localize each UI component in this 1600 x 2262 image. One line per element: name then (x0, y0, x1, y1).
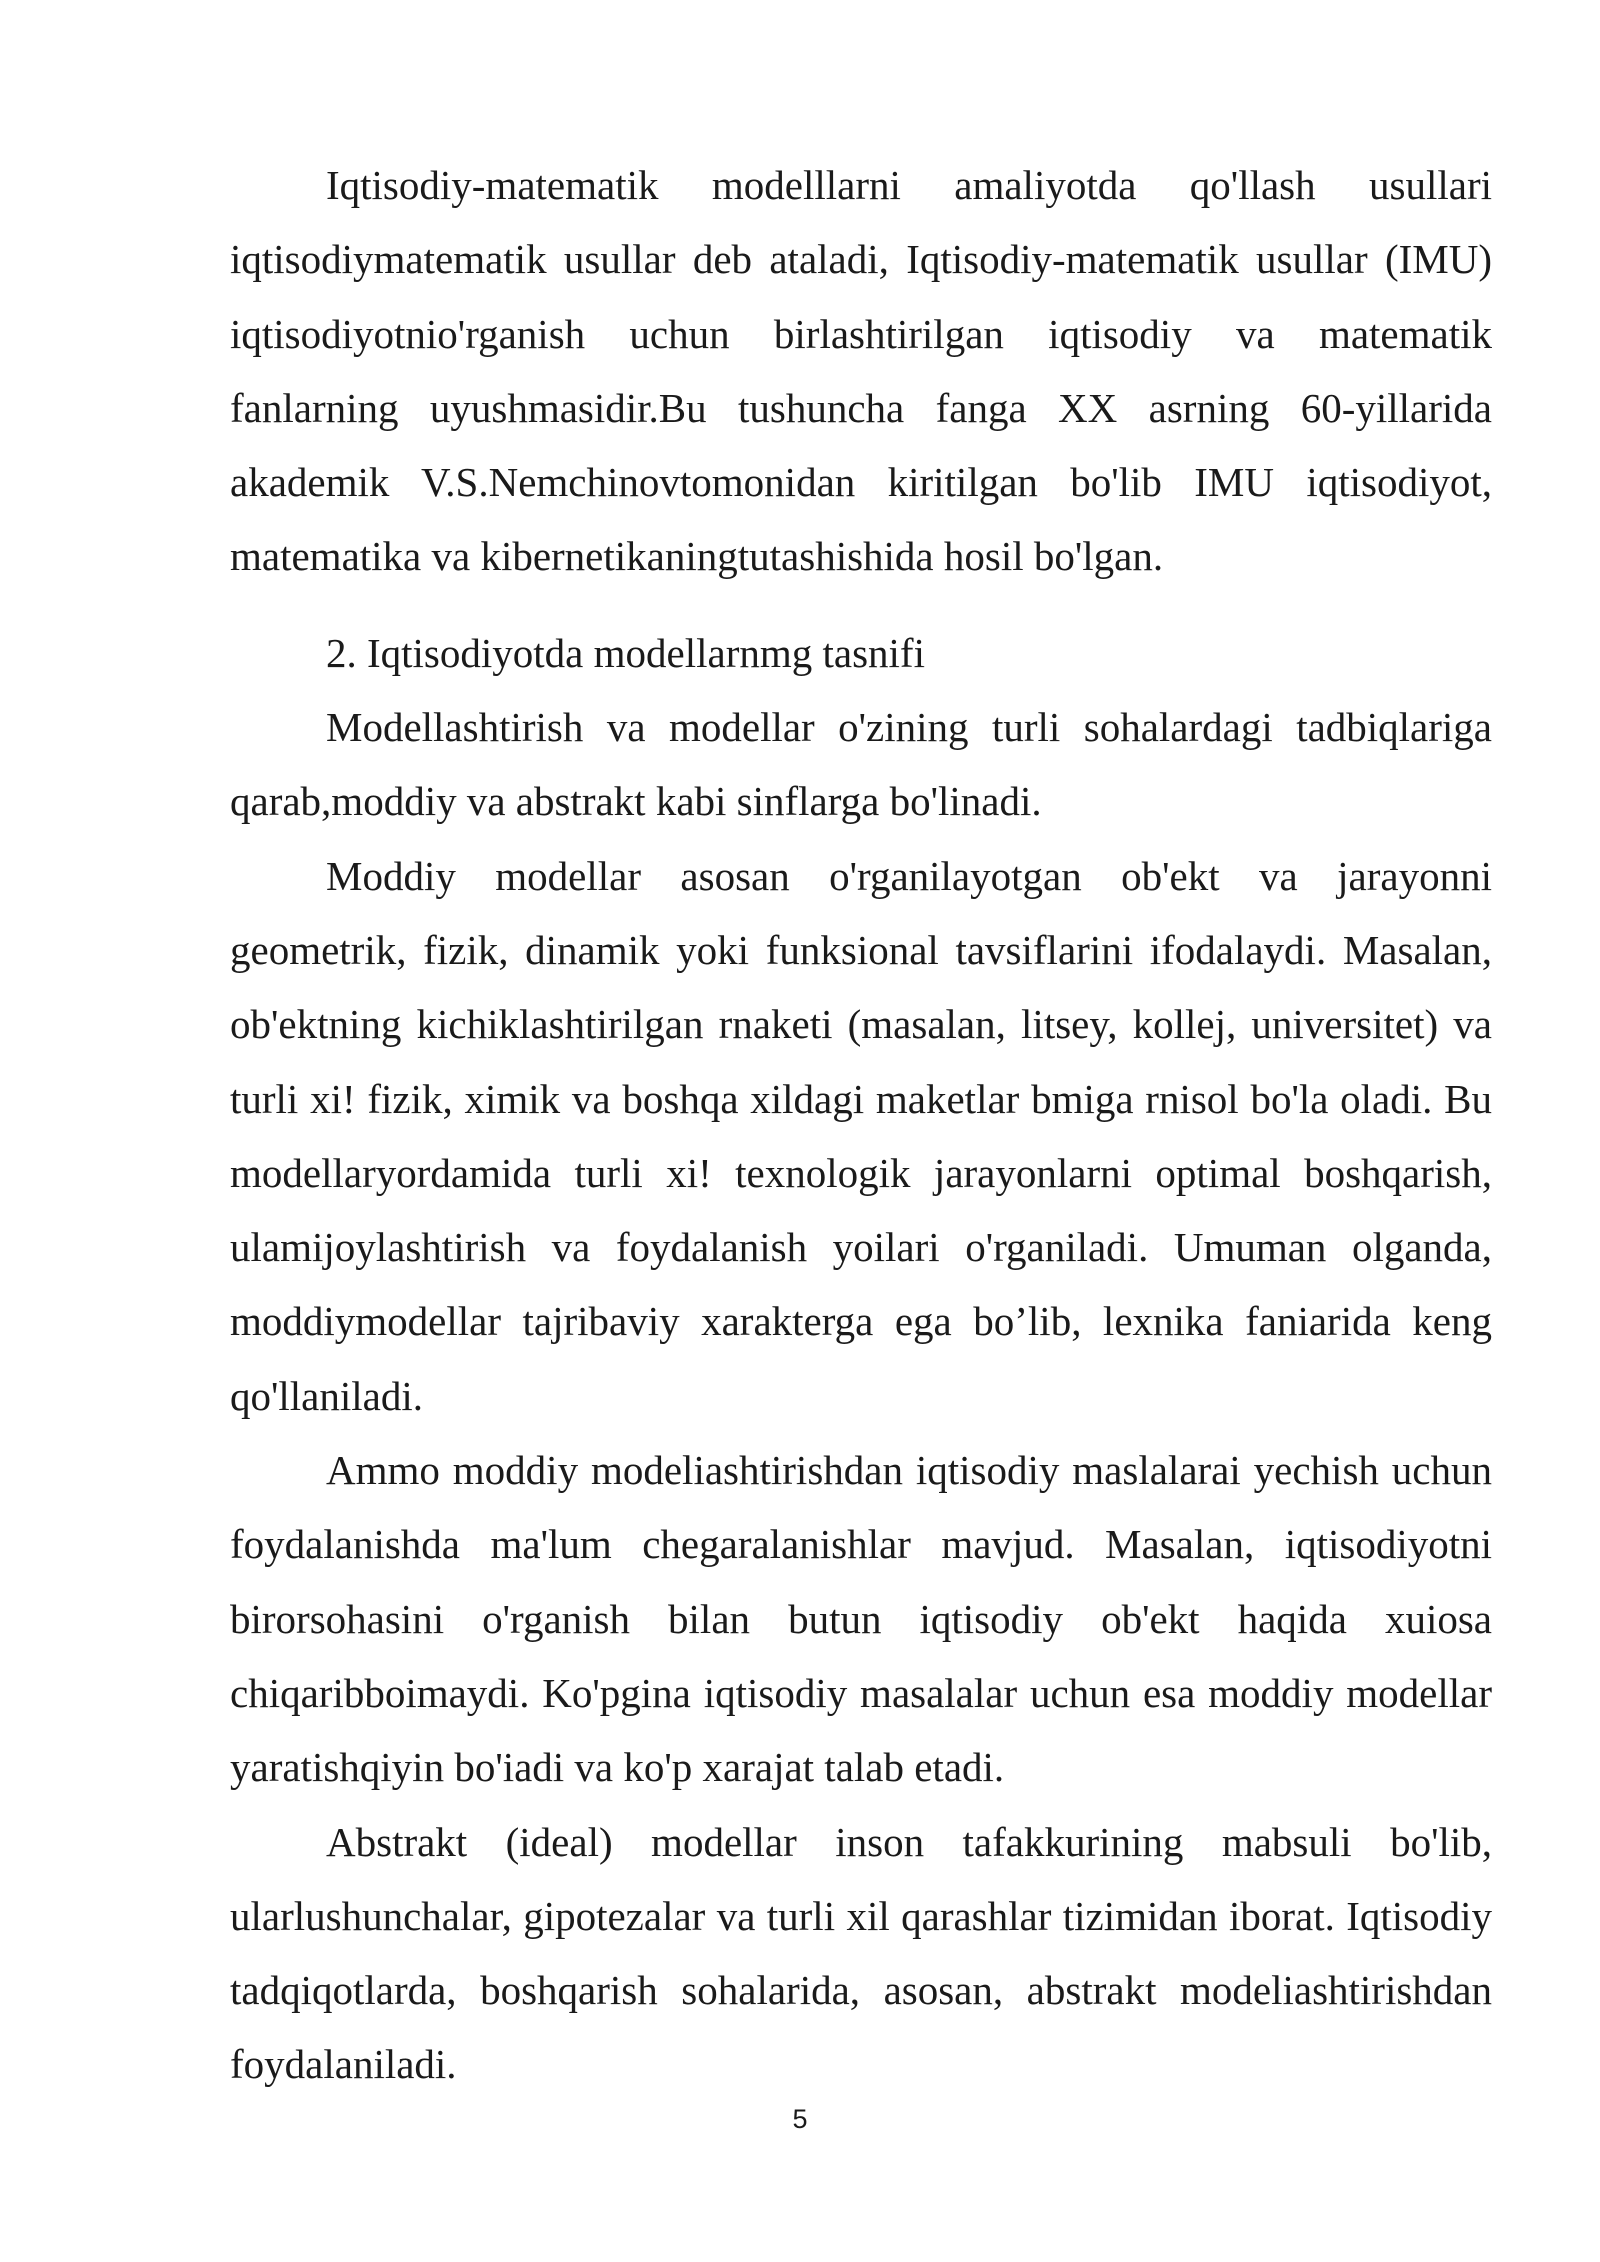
paragraph-limitations: Ammo moddiy modeliashtirishdan iqtisodiy maslalarai yechish uchun foydalanishda ma'lum chegaralanishlar mavjud. Masalan, iqtisodiyotni birorsohasini o'rganish bilan butun iqtisodiy ob'ekt haqida xuiosa chiqaribboimaydi. Ko'pgina iqtisodiy masalalar uchun esa moddiy modellar yaratishqiyin bo'iadi va ko'p xarajat talab etadi. (230, 1447, 1492, 1791)
paragraph-classification: Modellashtirish va modellar o'zining turli sohalardagi tadbiqlariga qarab,moddiy va abstrakt kabi sinflarga bo'linadi. (230, 704, 1492, 825)
paragraph-abstract-models: Abstrakt (ideal) modellar inson tafakkurining mabsuli bo'lib, ularlushunchalar, gipotezalar va turli xil qarashlar tizimidan iborat. Iqtisodiy tadqiqotlarda, boshqarish sohalarida, asosan, abstrakt modeliashtirishdan foydalaniladi. (230, 1818, 1492, 2088)
paragraph-intro: Iqtisodiy-matematik modelllarni amaliyotda qo'llash usullari iqtisodiymatematik usullar deb ataladi, Iqtisodiy-matematik usullar (IMU) iqtisodiyotnio'rganish uchun birlashtirilgan iqtisodiy va matematik fanlarning uyushmasidir.Bu tushuncha fanga XX asrning 60-yillarida akademik V.S.Nemchinovtomonidan kiritilgan bo'lib IMU iqtisodiyot, matematika va kibernetikaningtutashishida hosil bo'lgan. (230, 162, 1492, 580)
page-number: 5 (792, 2104, 808, 2134)
document-page (230, 148, 1492, 2102)
paragraph-material-models: Moddiy modellar asosan o'rganilayotgan ob'ekt va jarayonni geometrik, fizik, dinamik yoki funksional tavsiflarini ifodalaydi. Masalan, ob'ektning kichiklashtirilgan rnaketi (masalan, litsey, kollej, universitet) va turli xi! fizik, ximik va boshqa xildagi maketlar bmiga rnisol bo'la oladi. Bu modellaryordamida turli xi! texnologik jarayonlarni optimal boshqarish, ulamijoylashtirish va foydalanish yoilari o'rganiladi. Umuman olganda, moddiymodellar tajribaviy xarakterga ega bo’lib, lexnika faniarida keng qo'llaniladi. (230, 852, 1492, 1419)
section-heading: 2. Iqtisodiyotda modellarnmg tasnifi (326, 629, 925, 676)
